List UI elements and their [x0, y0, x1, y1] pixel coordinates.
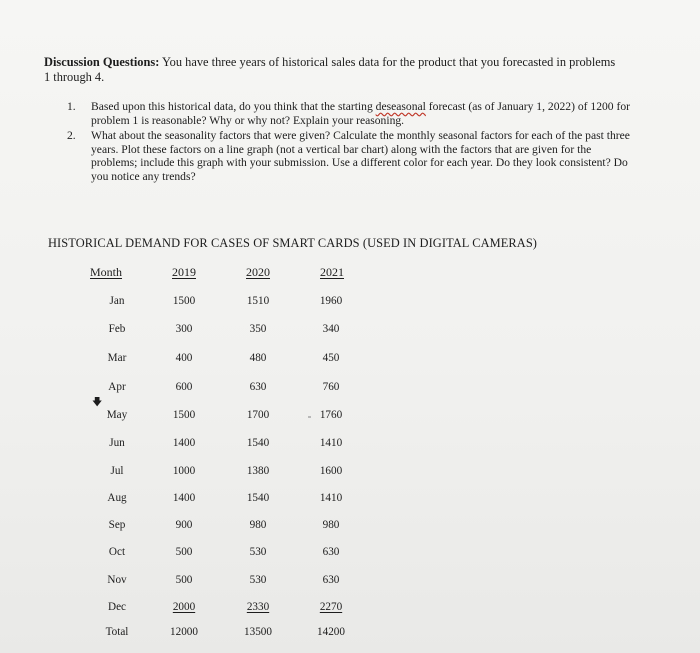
question-text: Based upon this historical data, do you think that the starting	[91, 100, 376, 113]
table-total-label: Total	[105, 626, 129, 638]
table-row-month: Nov	[107, 574, 127, 586]
table-cell: 600	[175, 381, 193, 393]
table-cell: 1400	[172, 437, 196, 449]
table-cell: 1540	[246, 492, 270, 504]
table-cell: 400	[175, 352, 193, 364]
table-cell: 900	[175, 519, 193, 531]
intro-text-line1: You have three years of historical sales data for the product that you forecasted in problems	[159, 55, 616, 69]
table-cell: 1510	[246, 295, 270, 307]
table-row-month: Sep	[108, 519, 126, 531]
table-row-month: Mar	[107, 352, 127, 364]
table-cell: 1000	[172, 465, 196, 477]
column-header: Month	[90, 265, 123, 279]
table-cell: 630	[249, 381, 267, 393]
table-row-month: Jun	[109, 437, 125, 449]
column-header: 2021	[320, 265, 344, 279]
column-header: 2020	[246, 265, 270, 279]
column-header: 2019	[172, 265, 196, 279]
table-cell: 1380	[246, 465, 270, 477]
down-arrow-icon: 🡇	[92, 397, 103, 408]
question-text-end: forecast (as of January 1, 2022) of 1200 for problem 1 is reasonable? Why or why not? Explain your reasoning.	[91, 100, 631, 127]
table-row-month: Jul	[110, 465, 124, 477]
table-cell: 630	[322, 546, 340, 558]
table-row-month: May	[106, 409, 128, 421]
table-cell: 760	[322, 381, 340, 393]
question-text: What about the seasonality factors that were given? Calculate the monthly seasonal factors for each of the past three years. Plot these factors on a line graph (not a vertical bar chart) along with the factors that are given for the problems; include this graph with your submission. Use a different color for each year. Do they look consistent? Do you notice any trends?	[91, 129, 630, 183]
table-cell: 2330	[246, 601, 270, 613]
table-row-month: Oct	[108, 546, 126, 558]
table-cell: 450	[322, 352, 340, 364]
intro-paragraph	[44, 55, 644, 85]
table-cell: 350	[249, 323, 267, 335]
table-row-month: Feb	[108, 323, 126, 335]
table-cell: 1410	[319, 492, 343, 504]
table-cell: 2000	[172, 601, 196, 613]
table-row-month: Aug	[107, 492, 127, 504]
table-cell: 480	[249, 352, 267, 364]
intro-label: Discussion Questions:	[44, 55, 160, 69]
question-number: 1.	[67, 100, 76, 113]
table-cell: 1600	[319, 465, 343, 477]
question-list	[67, 100, 637, 186]
table-cell: 530	[249, 546, 267, 558]
table-cell: 1400	[172, 492, 196, 504]
table-cell: 300	[175, 323, 193, 335]
table-cell: 1540	[246, 437, 270, 449]
question-number: 2.	[67, 129, 76, 143]
table-cell: 1410	[319, 437, 343, 449]
table-cell: 1500	[172, 295, 196, 307]
table-cell: 530	[249, 574, 267, 586]
table-cell: 980	[322, 519, 340, 531]
table-row-month: Jan	[109, 295, 125, 307]
intro-text-line2: 1 through 4.	[44, 70, 105, 84]
table-cell: 2270	[319, 601, 343, 613]
table-total-cell: 12000	[170, 626, 198, 638]
table-row-month: Dec	[107, 601, 126, 613]
table-cell: 1960	[319, 295, 343, 307]
table-row-month: Apr	[108, 381, 126, 393]
table-cell: 630	[322, 574, 340, 586]
question-1	[67, 100, 637, 127]
table-cell: 1760	[319, 409, 343, 421]
table-cell: 500	[175, 546, 193, 558]
table-cell: 1500	[172, 409, 196, 421]
table-total-cell: 13500	[244, 626, 272, 638]
table-title: HISTORICAL DEMAND FOR CASES OF SMART CARDS (USED IN DIGITAL CAMERAS)	[48, 236, 538, 250]
table-cell: 340	[322, 323, 340, 335]
table-cell: 500	[175, 574, 193, 586]
spellcheck-flagged-word: deseasonal	[375, 100, 426, 113]
table-cell: 980	[249, 519, 267, 531]
question-2	[67, 129, 637, 183]
stray-mark	[308, 416, 311, 418]
table-cell: 1700	[246, 409, 270, 421]
table-total-cell: 14200	[317, 626, 345, 638]
